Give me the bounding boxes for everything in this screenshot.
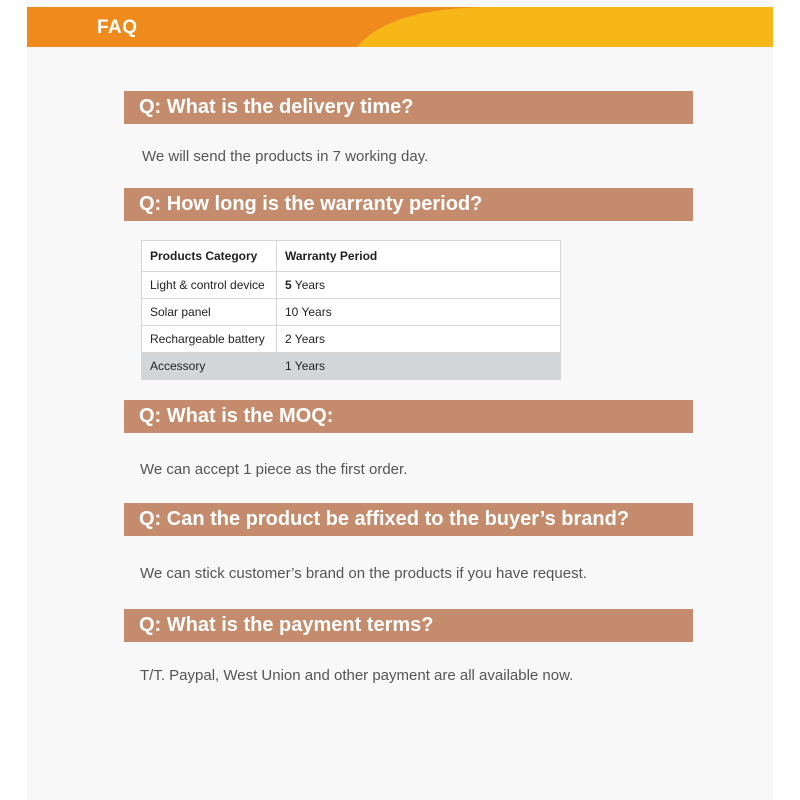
question-moq: Q: What is the MOQ: [124,400,693,433]
header-warranty-period: Warranty Period [277,241,561,272]
answer-moq: We can accept 1 piece as the first order. [140,461,408,478]
header-products-category: Products Category [142,241,277,272]
table-row [142,299,561,326]
question-payment-terms: Q: What is the payment terms? [124,609,693,642]
period-cell: 2 Years [277,326,561,353]
period-unit: Years [291,278,326,292]
category-cell: Accessory [142,353,277,380]
category-cell: Light & control device [142,272,277,299]
question-warranty-period: Q: How long is the warranty period? [124,188,693,221]
period-cell: 10 Years [277,299,561,326]
answer-payment-terms: T/T. Paypal, West Union and other payment are all available now. [140,667,574,684]
table-row [142,326,561,353]
category-cell: Solar panel [142,299,277,326]
period-cell [277,272,561,299]
period-cell: 1 Years [277,353,561,380]
warranty-table [141,240,561,380]
faq-banner [27,7,773,47]
period-number: 5 [285,278,292,292]
answer-delivery-time: We will send the products in 7 working day. [142,148,429,165]
table-header-row [142,241,561,272]
answer-brand: We can stick customer’s brand on the products if you have request. [140,565,587,582]
category-cell: Rechargeable battery [142,326,277,353]
question-brand: Q: Can the product be affixed to the buyer’s brand? [124,503,693,536]
table-row-highlighted [142,353,561,380]
banner-swoosh [27,7,773,47]
banner-title: FAQ [97,17,138,38]
question-delivery-time: Q: What is the delivery time? [124,91,693,124]
table-row [142,272,561,299]
